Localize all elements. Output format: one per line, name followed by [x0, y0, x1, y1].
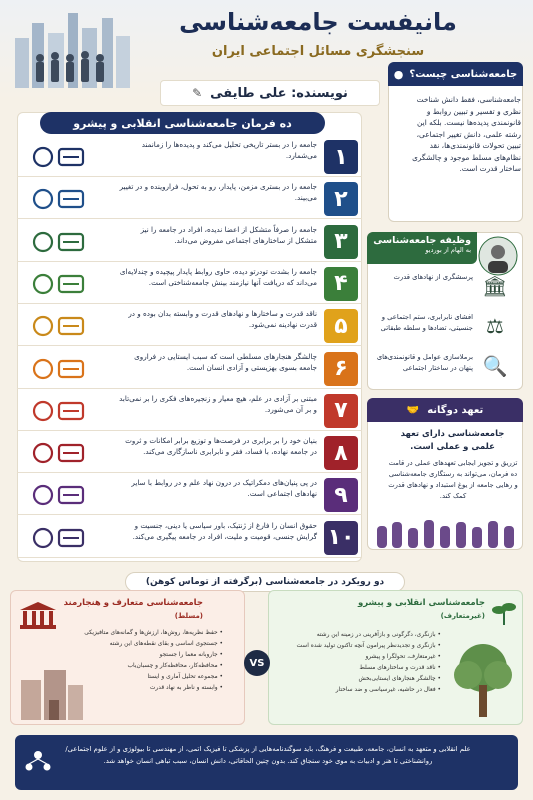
command-number: ۸ — [324, 436, 358, 470]
command-text: بنیان خود را بر برابری در فرصت‌ها و توزیع برابر امکانات و ثروت در جامعه نهاده، با فساد، فقر و نابرابری ناسازگاری می‌کند. — [125, 436, 317, 457]
revolutionary-item: • ناقد قدرت و ساختارهای مسلط — [291, 663, 441, 674]
trend-arrow-icon — [29, 183, 91, 215]
raised-hands-illustration — [372, 518, 518, 548]
command-row — [17, 306, 362, 346]
command-row — [17, 518, 362, 558]
footer-banner — [15, 735, 518, 790]
command-row — [17, 391, 362, 431]
command-number: ۴ — [324, 267, 358, 301]
conventional-title: جامعه‌شناسی متعارف و هنجارمند — [63, 598, 203, 608]
command-number: ۶ — [324, 352, 358, 386]
revolutionary-sub: (غیرمتعارف) — [440, 612, 485, 620]
page-title: مانیفست جامعه‌شناسی — [179, 8, 457, 36]
conventional-item: • وابسته و ناظر به نهاد قدرت — [75, 683, 223, 694]
revolutionary-item: • بازنگری و تجدیدنظر پیرامون آنچه تاکنون تولید شده است — [291, 641, 441, 652]
open-book-birds-icon — [29, 395, 91, 427]
command-number: ۹ — [324, 478, 358, 512]
conventional-list — [75, 628, 223, 694]
people-network-icon — [23, 747, 53, 777]
conventional-item: • جاروبانه معما را جستجو — [75, 650, 223, 661]
sprout-icon — [490, 600, 518, 626]
conventional-item: • حفظ نظریه‌ها، روش‌ها، ارزش‌ها و گمانه‌های متافیزیکی — [75, 628, 223, 639]
command-text: جامعه را در بستر تاریخی تحلیل می‌کند و پدیده‌ها را زمانمند می‌شمارد. — [141, 140, 317, 160]
meeting-people-icon — [29, 479, 91, 511]
commitment-body: تزریق و تجویز ایجابی تعهدهای عملی در قامت ده فرمان، می‌تواند به رستگاری جامعه‌شناسی و رهایی جامعه از یوغ استبداد و نهادهای قدرت کمک کند. — [388, 459, 518, 500]
conventional-item: • جستجوی اساسی و بقای نقطه‌های این رشته — [75, 639, 223, 650]
institution-icon: 🏛 — [482, 274, 508, 298]
people-group-icon — [29, 226, 91, 258]
broken-chain-icon — [29, 310, 91, 342]
command-number: ۷ — [324, 394, 358, 428]
command-row — [17, 222, 362, 262]
conventional-sub: (مسلط) — [174, 612, 203, 620]
command-number: ۱ — [324, 140, 358, 174]
command-number: ۳ — [324, 225, 358, 259]
raised-hand-icon — [29, 522, 91, 554]
pen-icon: ✎ — [192, 86, 203, 100]
scales-icon: ⚖ — [486, 314, 504, 338]
approaches-title: دو رویکرد در جامعه‌شناسی (برگرفته از توماس کوهن) — [125, 572, 405, 592]
classical-building-icon — [18, 600, 58, 630]
conventional-item: • مجموعه تحلیل آماری و ایستا — [75, 672, 223, 683]
what-is-header — [388, 62, 523, 86]
conventional-item: • محافظه‌کار، محافظه‌کار و چسبان‌یاب — [75, 661, 223, 672]
revolutionary-item: • چالشگر هنجارهای ایستایی‌بخش — [291, 674, 441, 685]
duty-subtitle: به الهام از بوردیو — [425, 246, 471, 254]
duty-item-text: افشای نابرابری، ستم اجتماعی و جنسیتی، تضادها و سلطه طبقاتی — [380, 313, 473, 332]
what-is-body: جامعه‌شناسی، فقط دانش شناخت نظری و تفسیر و تبیین روابط و قانونمندی پدیده‌ها نیست. بلکه این رشته علمی، دانش تغییر اجتماعی، تبیین تحولات قانونمندی‌ها، نقد نظام‌های مسلط موجود و چالشگری ساختار قدرت است. — [412, 95, 521, 173]
tree-illustration — [448, 640, 518, 720]
command-row — [17, 179, 362, 219]
command-text: حقوق انسان را فارغ از ژنتیک، باور سیاسی یا دینی، جنسیت و گرایش جنسی، قومیت و ملیت، افراد در جامعه پیگیری می‌کند. — [132, 520, 317, 541]
command-row — [17, 433, 362, 473]
command-text: ناقد قدرت و ساختارها و نهادهای قدرت و وابسته بدان بوده و در قدرت نهادینه نمی‌شود. — [128, 309, 317, 330]
duty-item-text: برملاسازی عوامل و قانونمندی‌های پنهان در ساختار اجتماعی — [376, 353, 473, 372]
balance-people-icon — [29, 437, 91, 469]
footer-text: علم انقلابی و متعهد به انسان، جامعه، طبیعت و فرهنگ، باید سوگندنامه‌هایی از پزشکی تا فیزیک اتمی، از مهندسی تا بیولوژی و از علوم اجتماعی/روانشناختی تا هنر و ادبیات به موی خود سنجاق کند. بدون چنین الحاقاتی، دانش انسان، سبب تباهی انسان خواهد شد. — [65, 745, 471, 765]
handshake-icon: 🤝 — [406, 404, 420, 416]
commitment-header — [367, 398, 523, 422]
command-text: جامعه را در بستری مزمن، پایدار، رو به تحول، فراروینده و در تغییر می‌بیند. — [119, 182, 317, 203]
people-icon: ● — [393, 67, 404, 81]
author-label: نویسنده: علی طایفی — [210, 85, 348, 101]
revolutionary-list — [291, 630, 441, 696]
command-number: ۱۰ — [324, 521, 358, 555]
command-number: ۲ — [324, 182, 358, 216]
city-crowd-illustration — [10, 8, 135, 88]
magnifier-icon: 🔍 — [482, 354, 508, 378]
network-icon — [29, 268, 91, 300]
revolutionary-item: • بازنگری، دگرگونی و بازآفرینی در زمینه این رشته — [291, 630, 441, 641]
commands-title: ده فرمان جامعه‌شناسی انقلابی و پیشرو — [40, 112, 325, 134]
command-row — [17, 137, 362, 177]
command-row — [17, 349, 362, 389]
command-row — [17, 264, 362, 304]
command-text: در پی پنیان‌های دمکراتیک در درون نهاد علم و در روابط با سایر نهادهای اجتماعی است. — [131, 478, 317, 499]
page-subtitle: سنجشگری مسائل اجتماعی ایران — [211, 44, 425, 59]
bourdieu-portrait — [478, 236, 518, 276]
vs-badge: VS — [244, 650, 270, 676]
revolutionary-item: • فعال در حاشیه، غیرسیاسی و ضد ساختار — [291, 685, 441, 696]
hourglass-calendar-icon — [29, 141, 91, 173]
command-text: چالشگر هنجارهای مسلطی است که سبب ایستایی در فراروی جامعه بسوی بهزیستی و آزادی انسان است. — [134, 351, 317, 372]
what-is-title: جامعه‌شناسی چیست؟ — [409, 68, 518, 80]
commitment-lead: جامعه‌شناسی دارای تعهد علمی و عملی است. — [400, 429, 505, 452]
revolutionary-item: • غیرمتعارف، تحولگرا و پیشرو — [291, 652, 441, 663]
duty-item-text: پرسشگری از نهادهای قدرت — [393, 273, 473, 281]
barrier-icon — [29, 353, 91, 385]
command-text: مبتنی بر آزادی در علم، هیچ معیار و زنجیره‌های فکری را بر نمی‌تابد و بر آن می‌شورد. — [119, 393, 317, 414]
command-text: جامعه را صرفاً متشکل از اعضا ندیده، افراد در جامعه را نیز متشکل از ساختارهای اجتماعی مفروض می‌داند. — [140, 224, 317, 245]
command-text: جامعه را بشدت تودرتو دیده، حاوی روابط پایدار پیچیده و چندلایه‌ای می‌داند که دریافت آنها نیازمند بینش جامعه‌شناختی است. — [119, 266, 317, 287]
command-number: ۵ — [324, 309, 358, 343]
revolutionary-title: جامعه‌شناسی انقلابی و پیشرو — [357, 598, 485, 608]
commitment-title: تعهد دوگانه — [427, 404, 484, 416]
command-row — [17, 475, 362, 515]
duty-title: وظیفه جامعه‌شناسی — [373, 235, 471, 246]
author-bar — [160, 80, 380, 106]
duty-header — [367, 232, 477, 264]
